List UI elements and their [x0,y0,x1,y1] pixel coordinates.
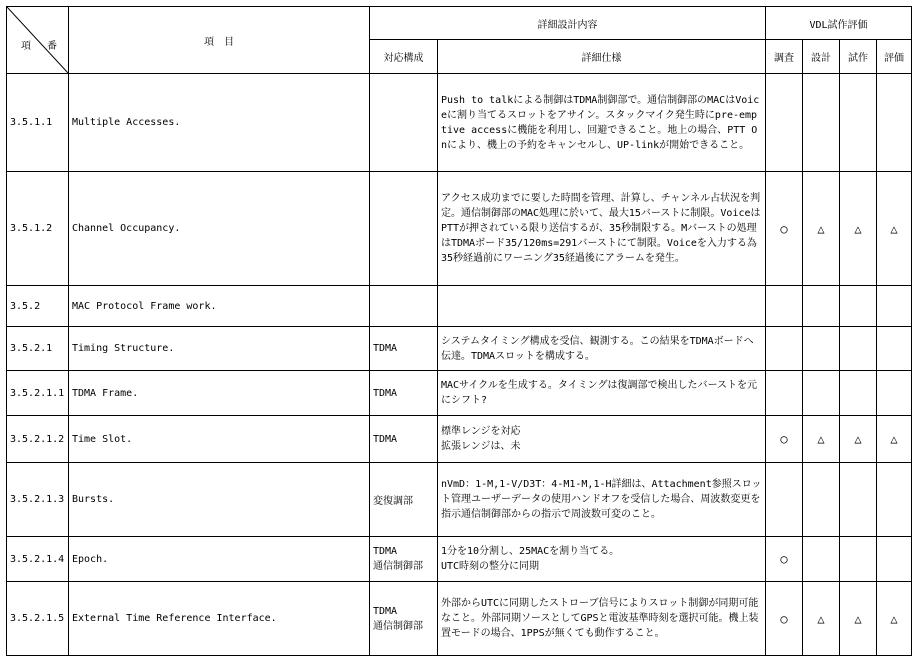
eval-col-survey: 調査 [766,40,803,74]
row-item: MAC Protocol Frame work. [69,286,370,327]
spec-header: 詳細仕様 [438,40,766,74]
mark-design [803,327,840,371]
mark-survey [766,371,803,416]
mark-survey: ○ [766,172,803,286]
row-config: TDMA 通信制御部 [370,537,438,582]
row-item: Bursts. [69,463,370,537]
row-item: Timing Structure. [69,327,370,371]
mark-design: △ [803,172,840,286]
table-row [7,327,912,371]
item-header: 項 目 [69,7,370,74]
mark-prototype [840,327,877,371]
config-header: 対応構成 [370,40,438,74]
row-number: 3.5.2.1.2 [7,416,69,463]
row-config: TDMA [370,371,438,416]
mark-design [803,286,840,327]
mark-evaluation: △ [877,172,912,286]
mark-evaluation [877,371,912,416]
row-spec: システムタイミング構成を受信、観測する。この結果をTDMAボードへ伝達。TDMAスロットを構成する。 [438,327,766,371]
row-spec: 標準レンジを対応 拡張レンジは、未 [438,416,766,463]
mark-evaluation [877,463,912,537]
row-config: TDMA [370,416,438,463]
mark-survey: ○ [766,537,803,582]
mark-design [803,537,840,582]
table-row [7,74,912,172]
row-spec: Push to talkによる制御はTDMA制御部で。通信制御部のMACはVoiceに割り当てるスロットをアサイン。スタックマイク発生時にpre-emptive accessに機能を利用し、回避できること。地上の場合、PTT Onにより、機上の予約をキャンセルし、UP-linkが開始できること。 [438,74,766,172]
row-config: TDMA [370,327,438,371]
row-config: 変復調部 [370,463,438,537]
row-number: 3.5.2.1.3 [7,463,69,537]
mark-survey [766,463,803,537]
mark-evaluation [877,327,912,371]
row-config [370,74,438,172]
row-spec: 外部からUTCに同期したストローブ信号によりスロット制御が同期可能なこと。外部同期ソースとしてGPSと電波基準時刻を選択可能。機上装置モードの場合、1PPSが無くても動作すること。 [438,582,766,656]
table-row [7,172,912,286]
row-config [370,172,438,286]
row-number: 3.5.2 [7,286,69,327]
row-spec: 1分を10分割し、25MACを割り当てる。 UTC時刻の整分に同期 [438,537,766,582]
row-item: TDMA Frame. [69,371,370,416]
eval-col-design: 設計 [803,40,840,74]
table-row [7,371,912,416]
mark-prototype: △ [840,172,877,286]
row-spec [438,286,766,327]
mark-design: △ [803,416,840,463]
row-item: Channel Occupancy. [69,172,370,286]
mark-survey: ○ [766,416,803,463]
mark-design [803,371,840,416]
row-item: External Time Reference Interface. [69,582,370,656]
row-number: 3.5.1.1 [7,74,69,172]
mark-evaluation: △ [877,582,912,656]
table-row [7,537,912,582]
row-number: 3.5.2.1.4 [7,537,69,582]
design-spec-table [6,6,912,656]
row-spec: アクセス成功までに要した時間を管理、計算し、チャンネル占状況を判定。通信制御部のMAC処理に於いて、最大15バーストに制限。VoiceはPTTが押されている限り送信するが、35秒制限する。Mバーストの処理はTDMAボード35/120ms=291バーストにて制限。Voiceを入力する為35秒経過前にワーニング35経過後にアラームを発生。 [438,172,766,286]
mark-prototype [840,286,877,327]
row-spec: nVmD：1-M,1-V/D3T：4-M1-M,1-H詳細は、Attachment参照スロット管理ユーザーデータの使用ハンドオフを受信した場合、周波数変更を指示通信制御部からの指示で周波数可変のこと。 [438,463,766,537]
mark-evaluation [877,537,912,582]
mark-survey [766,327,803,371]
item-number-header [7,7,69,74]
detail-design-header: 詳細設計内容 [370,7,766,40]
mark-prototype [840,537,877,582]
row-item: Epoch. [69,537,370,582]
mark-prototype [840,371,877,416]
row-config [370,286,438,327]
mark-prototype: △ [840,416,877,463]
mark-survey: ○ [766,582,803,656]
mark-evaluation [877,286,912,327]
corner-label-left: 項 [21,41,33,52]
row-config: TDMA 通信制御部 [370,582,438,656]
row-number: 3.5.2.1.5 [7,582,69,656]
mark-prototype [840,463,877,537]
mark-design [803,74,840,172]
eval-col-evaluation: 評価 [877,40,912,74]
row-number: 3.5.2.1.1 [7,371,69,416]
row-number: 3.5.1.2 [7,172,69,286]
vdl-eval-header: VDL試作評価 [766,7,912,40]
corner-label-right: 番 [47,41,57,52]
row-number: 3.5.2.1 [7,327,69,371]
mark-prototype: △ [840,582,877,656]
table-row [7,286,912,327]
mark-survey [766,74,803,172]
eval-col-prototype: 試作 [840,40,877,74]
mark-prototype [840,74,877,172]
mark-evaluation: △ [877,416,912,463]
mark-design [803,463,840,537]
mark-survey [766,286,803,327]
table-row [7,416,912,463]
table-row [7,582,912,656]
table-row [7,463,912,537]
row-item: Time Slot. [69,416,370,463]
mark-design: △ [803,582,840,656]
mark-evaluation [877,74,912,172]
row-spec: MACサイクルを生成する。タイミングは復調部で検出したバーストを元にシフト? [438,371,766,416]
row-item: Multiple Accesses. [69,74,370,172]
